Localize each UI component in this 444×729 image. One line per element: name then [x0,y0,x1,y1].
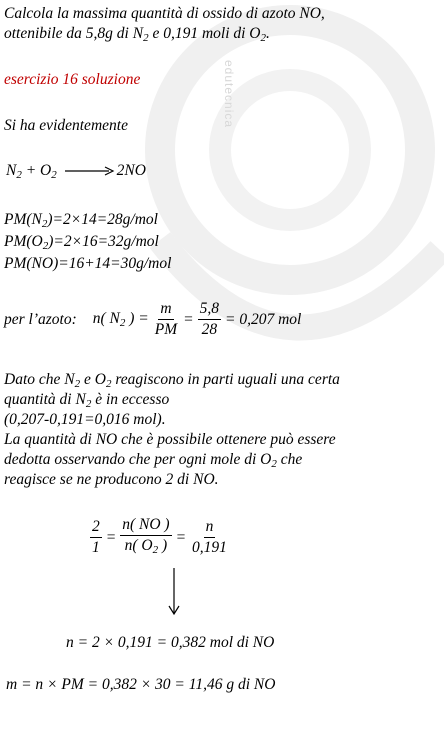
para-line-3: (0,207-0,191=0,016 mol). [4,411,166,428]
para-line-1: Dato che $N_2$ e $O_2$ reagiscono in parti uguali una certa [4,371,340,390]
problem-line-2: ottenibile da 5,8g di $N_2$ e 0,191 moli di $O_2$. [4,25,270,44]
ratio-equation: $\frac{2}{1}$ = $\frac{n( NO )}{n( O_2 )}$ = $\frac{n}{0,191}$ [86,516,233,559]
pm-n2: $PM(N_2)=2\times 14=28g$/mol [4,211,158,230]
fraction-no-o2: $\frac{n( NO )}{n( O_2 )}$ [122,516,170,556]
fraction-2-1: $\frac{2}{1}$ [92,518,100,556]
watermark-logo-icon [120,0,444,410]
watermark-text: edutecnica [222,60,236,129]
pm-o2: $PM(O_2)=2\times 16=32g$/mol [4,233,159,252]
intro-text: Si ha evidentemente [4,117,128,134]
down-arrow-icon [168,568,180,616]
solution-title: esercizio 16 soluzione [4,71,141,88]
reaction-equation: $N_2 + O_2$ 2NO [6,162,146,181]
problem-line-1: Calcola la massima quantità di ossido di azoto NO, [4,5,325,22]
fraction-n-0191: $\frac{n}{0,191}$ [192,518,227,556]
pm-no: PM(NO)=16+14=30g/mol [4,255,172,272]
para-line-2: quantità di $N_2$ è in eccesso [4,391,170,410]
reaction-arrow-icon [63,166,115,176]
azoto-equation: per l’azoto: n( $N_2$ ) = $\frac{m}{PM}$ = $\frac{5,8}{28}$ = 0,207 mol [4,300,302,338]
fraction-m-pm: $\frac{m}{PM}$ [154,300,178,338]
equation-m-result: m = n × PM = 0,382 × 30 = 11,46 g di NO [6,676,276,693]
equation-n-result: n = 2 × 0,191 = 0,382 mol di NO [66,634,275,651]
para-line-6: reagisce se ne producono 2 di NO. [4,471,219,488]
para-line-4: La quantità di NO che è possibile ottenere può essere [4,431,336,448]
para-line-5: dedotta osservando che per ogni mole di $O_2$ che [4,451,303,470]
fraction-mass-pm: $\frac{5,8}{28}$ [199,300,219,338]
